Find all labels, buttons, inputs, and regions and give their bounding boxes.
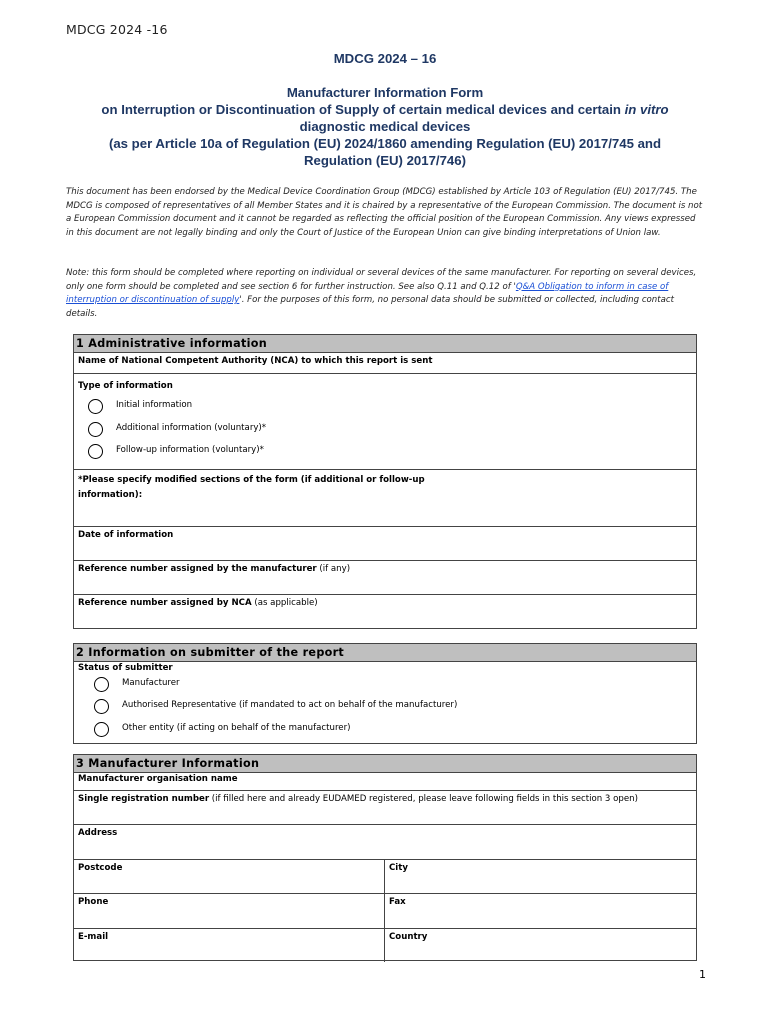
section-2-heading: 2 Information on submitter of the report [74, 644, 696, 662]
manufacturer-organisation-name-field[interactable]: Manufacturer organisation name [74, 773, 696, 791]
postcode-field[interactable]: Postcode [74, 860, 385, 893]
radio-additional-information[interactable] [88, 422, 103, 437]
fax-field[interactable]: Fax [389, 897, 406, 907]
option-manufacturer-label: Manufacturer [122, 678, 180, 688]
document-title [60, 50, 710, 169]
radio-other-entity[interactable] [94, 722, 109, 737]
manufacturer-reference-field[interactable]: Reference number assigned by the manufacturer (if any) [74, 561, 696, 595]
option-initial-label: Initial information [116, 400, 193, 410]
qa-link[interactable]: Q&A Obligation to inform in case of interruption or discontinuation of supply [66, 281, 669, 306]
nca-reference-field[interactable]: Reference number assigned by NCA (as applicable) [78, 598, 318, 608]
note-paragraph: Note: this form should be completed where reporting on individual or several devices of the same manufacturer. For reporting on several devices, only one form should be completed and see section 6 for further instruction. See also Q.11 and Q.12 of 'Q&A Obligation to inform in case of interruption or discontinuation of supply'. For the purposes of this form, no personal data should be submitted or collected, including contact details. [66, 268, 697, 319]
option-additional-label: Additional information (voluntary)* [116, 423, 267, 433]
section-submitter-information [73, 643, 697, 744]
endorsement-paragraph: This document has been endorsed by the Medical Device Coordination Group (MDCG) established by Article 103 of Regulation (EU) 2017/745. The MDCG is composed of representatives of all Member States and it is chaired by a representative of the European Commission. The document is not a European Commission document and it cannot be regarded as reflecting the official position of the European Commission. Any views expressed in this document are not legally binding and only the Court of Justice of the European Union can give binding interpretations of Union law. [66, 187, 703, 238]
title-line-5: Regulation (EU) 2017/746) [304, 153, 466, 168]
city-field[interactable]: City [389, 863, 408, 873]
document-code-header: MDCG 2024 -16 [66, 22, 168, 37]
section-1-heading: 1 Administrative information [74, 335, 696, 353]
radio-authorised-representative[interactable] [94, 699, 109, 714]
section-administrative-information [73, 334, 697, 629]
date-of-information-field[interactable]: Date of information [74, 527, 696, 561]
single-registration-number-field[interactable]: Single registration number (if filled here and already EUDAMED registered, please leave following fields in this section 3 open) [74, 791, 696, 825]
country-field[interactable]: Country [389, 932, 428, 942]
option-authorised-representative-label: Authorised Representative (if mandated to act on behalf of the manufacturer) [122, 700, 458, 710]
radio-follow-up-information[interactable] [88, 444, 103, 459]
option-other-entity-label: Other entity (if acting on behalf of the manufacturer) [122, 723, 351, 733]
option-follow-up-label: Follow-up information (voluntary)* [116, 445, 264, 455]
section-manufacturer-information [73, 754, 697, 961]
title-line-2: on Interruption or Discontinuation of Supply of certain medical devices and certain in vitro [101, 102, 669, 117]
title-code: MDCG 2024 – 16 [333, 51, 437, 66]
email-field[interactable]: E-mail [74, 929, 385, 962]
radio-initial-information[interactable] [88, 399, 103, 414]
phone-fax-row [74, 894, 696, 929]
radio-manufacturer[interactable] [94, 677, 109, 692]
status-of-submitter-group [74, 662, 696, 745]
title-line-4: (as per Article 10a of Regulation (EU) 2024/1860 amending Regulation (EU) 2017/745 and [108, 136, 662, 151]
nca-field[interactable]: Name of National Competent Authority (NCA) to which this report is sent [74, 353, 696, 374]
postcode-city-row [74, 860, 696, 894]
type-of-information-group [74, 374, 696, 470]
email-country-row [74, 929, 696, 962]
status-of-submitter-label: Status of submitter [78, 663, 173, 673]
page-number: 1 [699, 968, 706, 981]
modified-sections-field[interactable]: *Please specify modified sections of the form (if additional or follow-up information): [74, 470, 696, 527]
form-title: Manufacturer Information Form [286, 85, 484, 100]
title-line-3: diagnostic medical devices [299, 119, 471, 134]
address-field[interactable]: Address [74, 825, 696, 860]
section-3-heading: 3 Manufacturer Information [74, 755, 696, 773]
phone-field[interactable]: Phone [74, 894, 385, 928]
type-of-information-label: Type of information [78, 381, 173, 391]
